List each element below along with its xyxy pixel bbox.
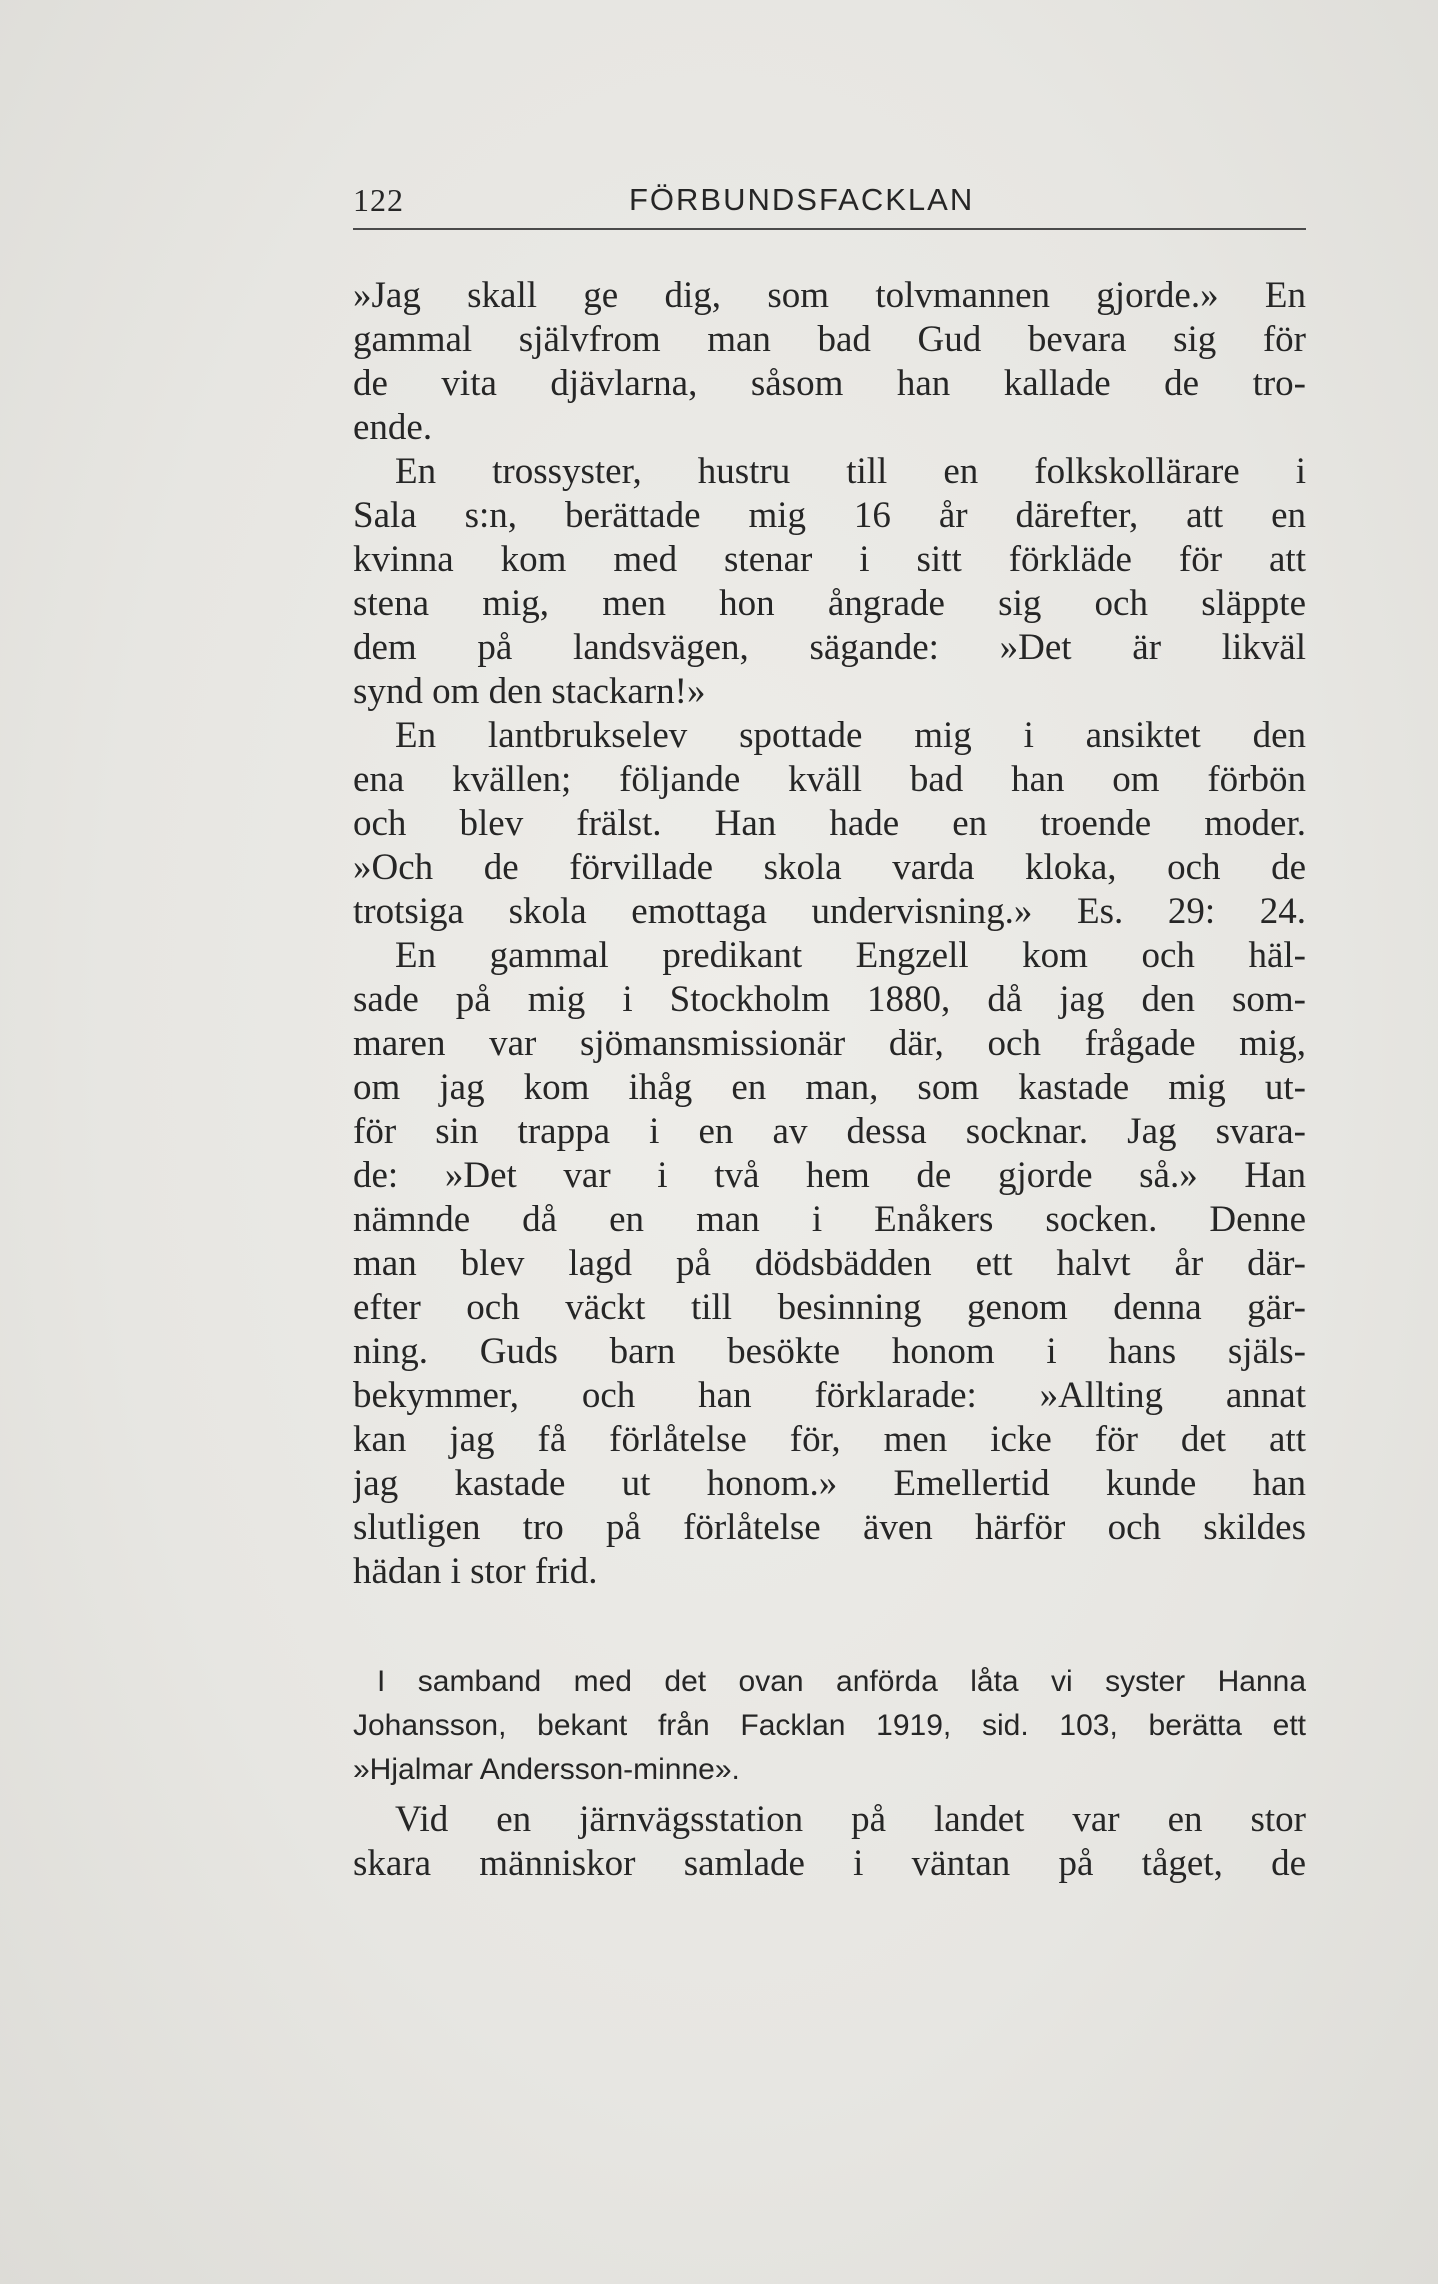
text-line: stena mig, men hon ångrade sig och släppte xyxy=(353,583,1306,624)
text-line: En gammal predikant Engzell kom och häl- xyxy=(395,935,1306,976)
text-line: slutligen tro på förlåtelse även härför och skildes xyxy=(353,1507,1306,1548)
text-line: nämnde då en man i Enåkers socken. Denne xyxy=(353,1199,1306,1240)
text-line: om jag kom ihåg en man, som kastade mig ut- xyxy=(353,1067,1306,1108)
text-line: de: »Det var i två hem de gjorde så.» Han xyxy=(353,1155,1306,1196)
main-text xyxy=(353,274,1306,1594)
text-line: bekymmer, och han förklarade: »Allting annat xyxy=(353,1375,1306,1416)
note-line: Johansson, bekant från Facklan 1919, sid. 103, berätta ett xyxy=(353,1709,1306,1742)
text-line: kvinna kom med stenar i sitt förkläde för att xyxy=(353,539,1306,580)
text-line: ena kvällen; följande kväll bad han om förbön xyxy=(353,759,1306,800)
text-line: man blev lagd på dödsbädden ett halvt år där- xyxy=(353,1243,1306,1284)
text-line: för sin trappa i en av dessa socknar. Jag svara- xyxy=(353,1111,1306,1152)
text-line: ning. Guds barn besökte honom i hans själs- xyxy=(353,1331,1306,1372)
text-line: och blev frälst. Han hade en troende moder. xyxy=(353,803,1306,844)
text-line: Vid en järnvägsstation på landet var en stor xyxy=(395,1799,1306,1840)
running-title: FÖRBUNDSFACKLAN xyxy=(629,182,975,217)
text-line: gammal självfrom man bad Gud bevara sig för xyxy=(353,319,1306,360)
text-line: »Jag skall ge dig, som tolvmannen gjorde.» En xyxy=(353,275,1306,316)
note-line: »Hjalmar Andersson-minne». xyxy=(353,1753,740,1786)
text-line: skara människor samlade i väntan på tåget, de xyxy=(353,1843,1306,1884)
text-line: de vita djävlarna, såsom han kallade de tro- xyxy=(353,363,1306,404)
text-line: hädan i stor frid. xyxy=(353,1551,598,1592)
note-line: I samband med det ovan anförda låta vi syster Hanna xyxy=(377,1665,1306,1698)
text-line: ende. xyxy=(353,407,433,448)
closing-text xyxy=(353,1798,1306,1886)
text-line: efter och väckt till besinning genom denna gär- xyxy=(353,1287,1306,1328)
text-line: Sala s:n, berättade mig 16 år därefter, att en xyxy=(353,495,1306,536)
text-line: En lantbrukselev spottade mig i ansiktet den xyxy=(395,715,1306,756)
text-line: sade på mig i Stockholm 1880, då jag den som- xyxy=(353,979,1306,1020)
text-line: maren var sjömansmissionär där, och frågade mig, xyxy=(353,1023,1306,1064)
text-line: dem på landsvägen, sägande: »Det är likväl xyxy=(353,627,1306,668)
editorial-note xyxy=(353,1660,1306,1792)
text-line: »Och de förvillade skola varda kloka, och de xyxy=(353,847,1306,888)
text-line: En trossyster, hustru till en folkskollärare i xyxy=(395,451,1306,492)
page-number: 122 xyxy=(353,182,404,218)
running-header xyxy=(353,178,1306,230)
text-line: trotsiga skola emottaga undervisning.» Es. 29: 24. xyxy=(353,891,1306,932)
text-line: jag kastade ut honom.» Emellertid kunde han xyxy=(353,1463,1306,1504)
text-line: kan jag få förlåtelse för, men icke för det att xyxy=(353,1419,1306,1460)
text-line: synd om den stackarn!» xyxy=(353,671,706,712)
